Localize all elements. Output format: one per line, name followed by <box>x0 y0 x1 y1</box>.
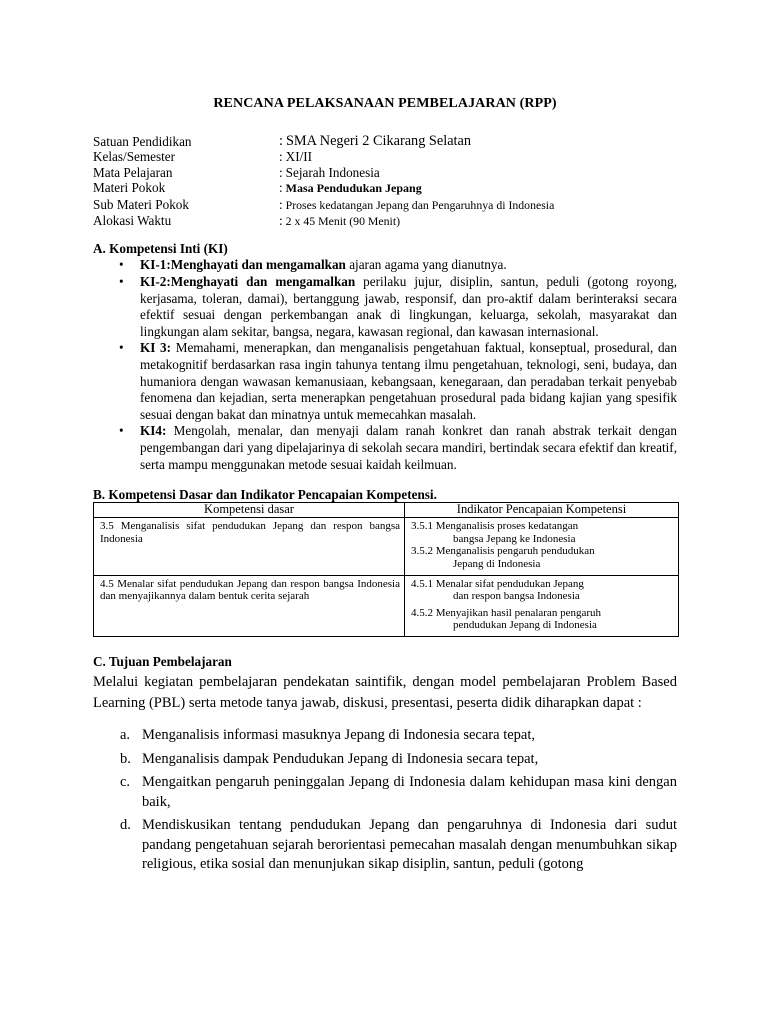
ki-lead: KI-2:Menghayati dan mengamalkan <box>140 274 356 290</box>
indicator-continuation: dan respon bangsa Indonesia <box>453 590 580 603</box>
colon: : <box>279 164 283 180</box>
goal-letter: b. <box>120 750 131 767</box>
goal-text: Menganalisis dampak Pendudukan Jepang di Indonesia secara tepat, <box>142 750 539 767</box>
section-a-heading: A. Kompetensi Inti (KI) <box>93 241 228 257</box>
section-c-intro: Melalui kegiatan pembelajaran pendekatan saintifik, dengan model pembelajaran Problem Based Learning (PBL) serta metode tanya jawab, diskusi, presentasi, peserta didik diharapkan dapat : <box>93 673 677 711</box>
bullet-icon: • <box>119 340 124 356</box>
ki-lead: KI 3: <box>140 340 172 356</box>
competency-table <box>93 502 679 637</box>
indicator-continuation: pendudukan Jepang di Indonesia <box>453 619 597 632</box>
identity-row-subtopic <box>93 197 677 213</box>
identity-label: Alokasi Waktu <box>93 213 172 229</box>
bullet-icon: • <box>119 274 124 290</box>
identity-value: Sejarah Indonesia <box>285 164 380 180</box>
ki-item <box>119 257 677 274</box>
ki-text: ajaran agama yang dianutnya. <box>345 257 507 273</box>
ki-item <box>119 274 677 340</box>
identity-row-subject <box>93 165 677 180</box>
goal-text: Mengaitkan pengaruh peninggalan Jepang di Indonesia dalam kehidupan masa kini dengan baik, <box>142 774 677 810</box>
ki-lead: KI-1:Menghayati dan mengamalkan <box>140 257 346 273</box>
goal-item <box>93 816 677 875</box>
goal-letter: a. <box>120 726 131 743</box>
goal-list <box>93 726 677 875</box>
identity-row-school <box>93 134 677 149</box>
table-row <box>94 575 679 636</box>
ki-text: perilaku jujur, disiplin, santun, peduli (gotong royong, kerjasama, toleran, damai), bertanggung jawab, responsif, dan pro-aktif dalam berinteraksi secara efektif sesuai dengan perkembangan anak di lingkungan, keluarga, sekolah, masyarakat dan lingkungan alam sekitar, bangsa, negara, kawasan regional, dan kawasan internasional. <box>140 274 677 339</box>
goal-item <box>93 726 677 746</box>
identity-value: 2 x 45 Menit (90 Menit) <box>285 214 401 229</box>
kd-cell: 4.5 Menalar sifat pendudukan Jepang dan respon bangsa Indonesia dan menyajikannya dalam bentuk cerita sejarah <box>94 575 405 636</box>
ki-item <box>119 423 677 473</box>
indicator-cell <box>405 575 679 636</box>
indicator-line: 3.5.1 Menganalisis proses kedatangan <box>411 520 579 533</box>
table-header-row <box>94 503 679 518</box>
column-header-kd: Kompetensi dasar <box>94 503 405 518</box>
indicator-line: 4.5.1 Menalar sifat pendudukan Jepang <box>411 577 584 590</box>
colon: : <box>279 196 283 212</box>
identity-value: Proses kedatangan Jepang dan Pengaruhnya di Indonesia <box>285 197 555 212</box>
section-b-heading: B. Kompetensi Dasar dan Indikator Pencapaian Kompetensi. <box>93 487 437 503</box>
column-header-indicator: Indikator Pencapaian Kompetensi <box>405 503 679 518</box>
identity-label: Sub Materi Pokok <box>93 196 189 212</box>
goal-text: Mendiskusikan tentang pendudukan Jepang dan pengaruhnya di Indonesia dari sudut pandang pengetahuan sejarah berorientasi pemecahan masalah dengan menumbuhkan sikap religious, etika sosial dan menunjukan sikap disiplin, santun, peduli (gotong <box>142 817 677 873</box>
goal-item <box>93 773 677 812</box>
ki-item <box>119 340 677 423</box>
bullet-icon: • <box>119 423 124 439</box>
ki-list <box>93 257 677 473</box>
identity-row-topic <box>93 180 677 196</box>
document-page <box>93 96 677 879</box>
goal-text: Menganalisis informasi masuknya Jepang di Indonesia secara tepat, <box>142 726 535 743</box>
colon: : <box>279 213 283 229</box>
identity-row-class <box>93 149 677 164</box>
identity-label: Satuan Pendidikan <box>93 134 192 149</box>
kd-cell: 3.5 Menganalisis sifat pendudukan Jepang dan respon bangsa Indonesia <box>94 518 405 575</box>
indicator-line: 4.5.2 Menyajikan hasil penalaran pengaruh <box>411 606 601 619</box>
document-title: RENCANA PELAKSANAAN PEMBELAJARAN (RPP) <box>213 96 557 111</box>
identity-label: Kelas/Semester <box>93 149 176 165</box>
indicator-continuation: bangsa Jepang ke Indonesia <box>453 532 576 545</box>
identity-label: Materi Pokok <box>93 180 166 196</box>
goal-letter: d. <box>120 817 131 834</box>
bullet-icon: • <box>119 257 124 273</box>
section-c-heading: C. Tujuan Pembelajaran <box>93 653 232 669</box>
identity-label: Mata Pelajaran <box>93 164 173 180</box>
identity-value: SMA Negeri 2 Cikarang Selatan <box>285 133 472 149</box>
indicator-cell <box>405 518 679 575</box>
indicator-line: 3.5.2 Menganalisis pengaruh pendudukan <box>411 545 595 558</box>
goal-letter: c. <box>120 774 131 791</box>
goal-item <box>93 750 677 770</box>
identity-block <box>93 134 677 229</box>
identity-value: XI/II <box>285 149 313 165</box>
colon: : <box>279 133 283 149</box>
identity-value: Masa Pendudukan Jepang <box>285 181 422 196</box>
ki-text: Memahami, menerapkan, dan menganalisis pengetahuan faktual, konseptual, prosedural, dan metakognitif berdasarkan rasa ingin tahunya tentang ilmu pengetahuan, teknologi, seni, budaya, dan humaniora dengan wawasan kemanusiaan, kebangsaan, kenegaraan, dan peradaban terkait penyebab fenomena dan kejadian, serta menerapkan pengetahuan prosedural pada bidang kajian yang spesifik sesuai dengan bakat dan minatnya untuk memecahkan masalah. <box>140 340 678 422</box>
table-row <box>94 518 679 575</box>
colon: : <box>279 180 283 196</box>
ki-lead: KI4: <box>140 423 167 439</box>
ki-text: Mengolah, menalar, dan menyaji dalam ranah konkret dan ranah abstrak terkait dengan pengembangan dari yang dipelajarinya di sekolah secara mandiri, bertindak secara efektif dan kreatif, serta mampu menggunakan metode sesuai kaidah keilmuan. <box>140 423 677 472</box>
indicator-continuation: Jepang di Indonesia <box>453 557 541 570</box>
colon: : <box>279 149 283 165</box>
identity-row-time <box>93 213 677 229</box>
